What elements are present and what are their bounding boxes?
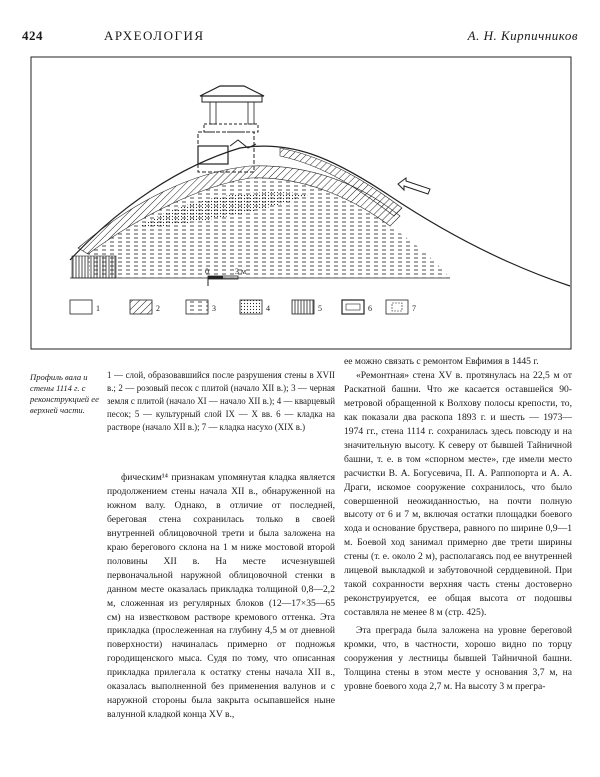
left-column [107, 471, 335, 722]
legend-swatch-7 [386, 300, 408, 314]
legend-label-4: 4 [266, 304, 270, 313]
legend-label-1: 1 [96, 304, 100, 313]
legend-label-6: 6 [368, 304, 372, 313]
legend-label-2: 2 [156, 304, 160, 313]
page-header [22, 28, 578, 44]
section-title: АРХЕОЛОГИЯ [104, 28, 205, 43]
legend-swatch-5 [292, 300, 314, 314]
right-paragraph-2: «Ремонтная» стена XV в. протянулась на 22,5 м от Раскатной башни. Что же касается оставшейся 90-метровой обращенной к Волхову полосы крепости, то, как показали два раскопа 1893 г. и шесть — 1973—1974 гг., стена 1114 г. сохранилась здесь повсюду и на значительную высоту. К северу от бывшей Тайничной башни, т. е. в том «спорном месте», где имели место расчистки В. А. Богусевича, П. А. Раппопорта и А. А. Драги, искомое сооружение сохранилось, что было совершенной неожиданностью, на почти полную высоту от 6 и 7 м, включая остатки площадки боевого хода и основание бруствера, равного по ширине 0,9—1 м. Боевой ход занимал примерно две трети ширины стены (т. е. около 2 м), располагаясь под ее внутренней лицевой выкладкой и забутовочной сердцевиной. При такой сохранности верхняя часть стены достоверно реконструируется, ее общая высота от подошвы составляла не менее 8 м (стр. 425). [344, 369, 572, 619]
right-column [344, 355, 572, 694]
legend-label-3: 3 [212, 304, 216, 313]
legend-label-5: 5 [318, 304, 322, 313]
figure-caption-text: 1 — слой, образовавшийся после разрушения стены в XVII в.; 2 — розовый песок с плитой (начало XII в.); 3 — черная земля с плитой (начало XI — начало XII в.); 4 — кварцевый песок; 5 — культурный слой IX — X вв. 6 — кладка на растворе (начало XII в.); 7 — кладка насухо (XIX в.) [107, 370, 335, 432]
left-paragraph: фическим¹⁴ признакам упомянутая кладка является продолжением стены начала XII в., обнаруженной на южном валу. Однако, в отличие от последней, береговая стена сохранилась только в своей внутренней облицовочной трети и была заложена на краю берегового склона на 1 м ниже мостовой второй половины XII в. На месте исчезнувшей первоначальной наружной облицовочной стенки в данном месте оказалась прикладка толщиной 0,8—2,2 м, сложенная из регулярных блоков (12—17×35—65 см) на известковом растворе кремового оттенка. Эта прикладка (прослеженная на глубину 4,5 м от дневной поверхности) начиналась примерно от подножья городищенского мыса. Судя по тому, что описанная прикладка прилегала к остатку стены начала XII в., оказалась выполненной без применения валунов и с наружной стороны была закрыта осыпавшейся ныне валунной кладкой конца XV в., [107, 472, 335, 721]
profile-figure [30, 56, 572, 350]
legend-label-7: 7 [412, 304, 416, 313]
scale-3m-label: 3 м [235, 267, 247, 276]
page-number: 424 [22, 28, 43, 43]
legend-swatch-3 [186, 300, 208, 314]
direction-arrow [398, 178, 430, 194]
right-paragraph-1: ее можно связать с ремонтом Евфимия в 1445 г. [344, 356, 539, 367]
legend-swatch-6 [342, 300, 364, 314]
layer-5-cultural [72, 256, 116, 278]
right-paragraph-3: Эта преграда была заложена на уровне береговой кромки, что, в частности, хорошо видно по торцу сооружения у лестницы бывшей Тайничной башни. Толщина стены в этом месте у основания 3,7 м, на уровне боевого хода 2,7 м. На высоту 3 м прегра- [344, 625, 572, 692]
author-name: А. Н. Кирпичников [467, 28, 578, 43]
legend-swatch-1 [70, 300, 92, 314]
scale-zero-label: 0 [205, 267, 209, 276]
legend-swatch-2 [130, 300, 152, 314]
figure-caption-label: Профиль вала и стены 1114 г. с реконструкцией ее верхней части. [30, 372, 99, 415]
legend [70, 300, 416, 314]
legend-swatch-4 [240, 300, 262, 314]
